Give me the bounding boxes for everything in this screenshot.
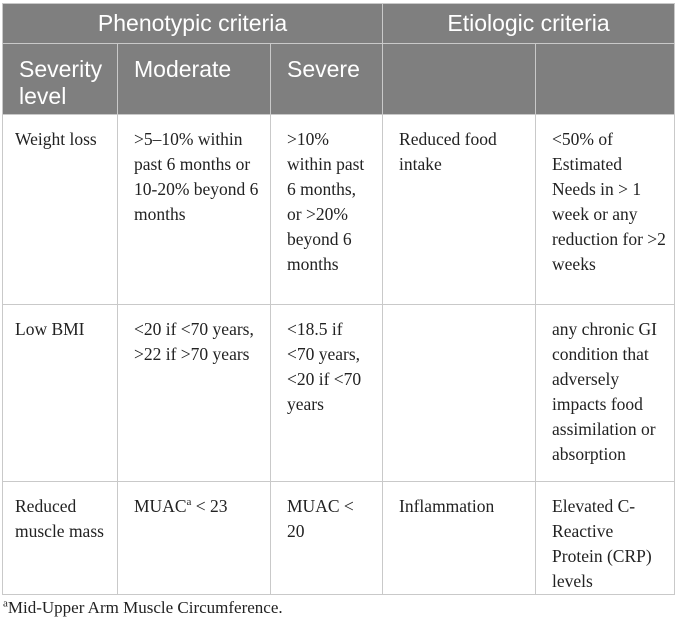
etiologic-criteria-header: Etiologic criteria — [383, 4, 675, 44]
etiologic-header-empty-1 — [383, 44, 536, 115]
group-header-row — [3, 4, 675, 44]
criterion-cell: Low BMI — [3, 305, 118, 482]
criteria-table-container — [2, 3, 674, 595]
moderate-cell: <20 if <70 years, >22 if >70 years — [118, 305, 271, 482]
severe-cell: >10% within past 6 months, or >20% beyond 6 months — [271, 115, 383, 305]
severe-cell: MUAC < 20 — [271, 482, 383, 595]
etiologic-cell — [383, 305, 536, 482]
moderate-cell — [118, 482, 271, 595]
table-footnote — [3, 598, 283, 618]
severe-cell: <18.5 if <70 years, <20 if <70 years — [271, 305, 383, 482]
etiologic-cell: Inflammation — [383, 482, 536, 595]
table-body — [3, 115, 675, 595]
criterion-cell: Weight loss — [3, 115, 118, 305]
etiologic-detail-cell: Elevated C-Reactive Protein (CRP) levels — [536, 482, 675, 595]
etiologic-detail-cell: any chronic GI condition that adversely impacts food assimilation or absorption — [536, 305, 675, 482]
criteria-table — [2, 3, 675, 595]
etiologic-detail-cell: <50% of Estimated Needs in > 1 week or any reduction for >2 weeks — [536, 115, 675, 305]
etiologic-cell: Reduced food intake — [383, 115, 536, 305]
footnote-text: Mid-Upper Arm Muscle Circumference. — [7, 598, 283, 617]
criterion-cell: Reduced muscle mass — [3, 482, 118, 595]
footnote-marker: a — [3, 597, 8, 610]
severe-header: Severe — [271, 44, 383, 115]
severity-level-header: Severity level — [3, 44, 118, 115]
table-row — [3, 115, 675, 305]
footnote-marker: a — [186, 496, 192, 509]
muac-value: < 23 — [191, 496, 228, 516]
moderate-header: Moderate — [118, 44, 271, 115]
table-row — [3, 305, 675, 482]
muac-label: MUAC — [134, 496, 187, 516]
table-header — [3, 4, 675, 115]
moderate-cell: >5–10% within past 6 months or 10-20% beyond 6 months — [118, 115, 271, 305]
severity-header-row — [3, 44, 675, 115]
table-row — [3, 482, 675, 595]
phenotypic-criteria-header: Phenotypic criteria — [3, 4, 383, 44]
etiologic-header-empty-2 — [536, 44, 675, 115]
